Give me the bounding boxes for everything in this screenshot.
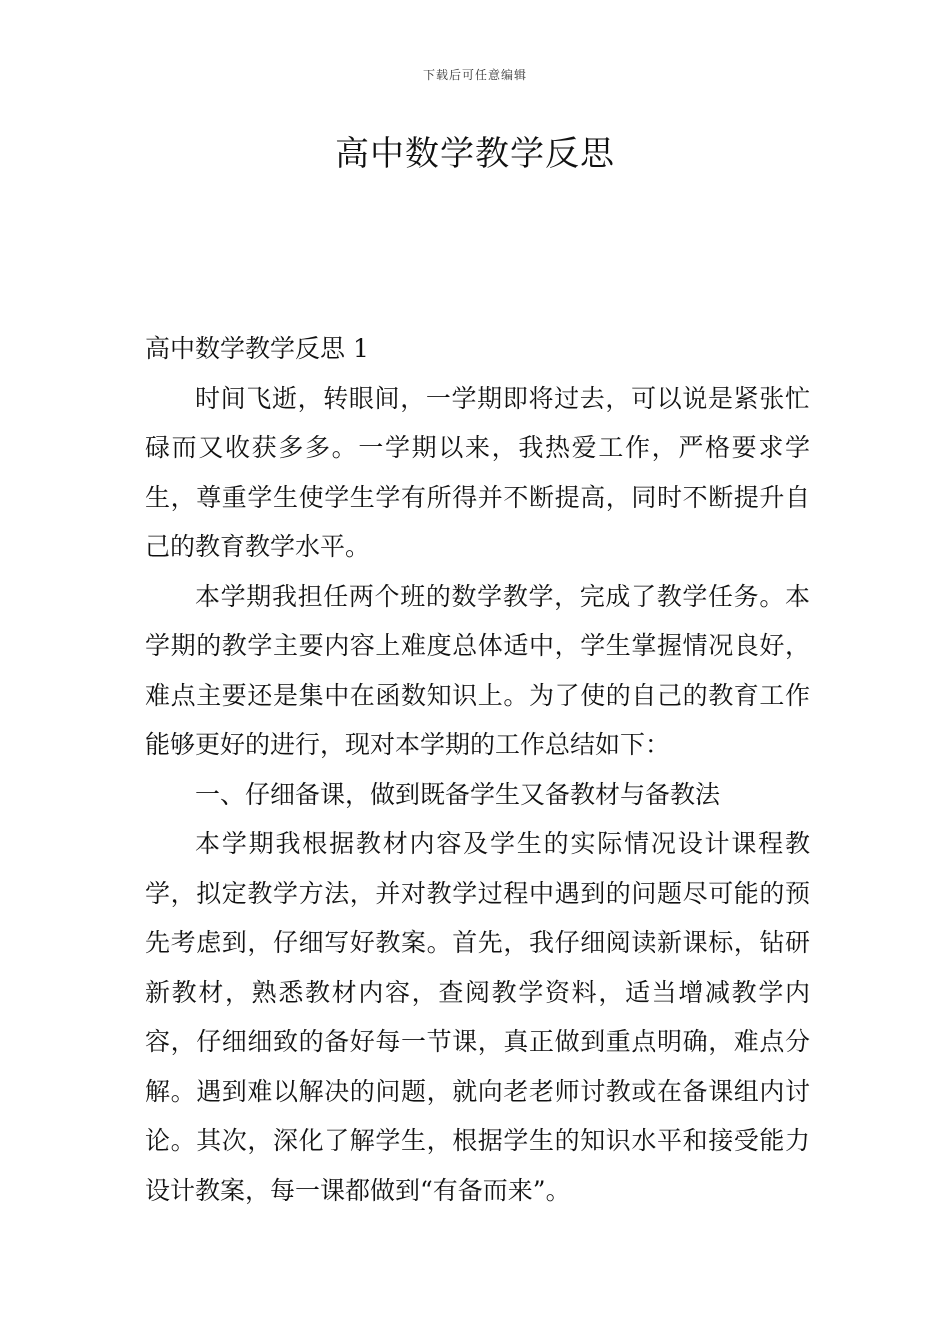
- paragraph-1: 时间飞逝，转眼间，一学期即将过去，可以说是紧张忙碌而又收获多多。一学期以来，我热爱工作，严格要求学生，尊重学生使学生学有所得并不断提高，同时不断提升自己的教育教学水平。: [145, 383, 810, 561]
- paragraph-2: 本学期我担任两个班的数学教学，完成了教学任务。本学期的教学主要内容上难度总体适中，学生掌握情况良好，难点主要还是集中在函数知识上。为了使的自己的教育工作能够更好的进行，现对本学期的工作总结如下：: [145, 581, 810, 759]
- subsection-heading: 一、仔细备课，做到既备学生又备教材与备教法: [195, 779, 721, 809]
- section-heading: 高中数学教学反思 1: [145, 334, 369, 363]
- paragraph-3: 本学期我根据教材内容及学生的实际情况设计课程教学，拟定教学方法，并对教学过程中遇到的问题尽可能的预先考虑到，仔细写好教案。首先，我仔细阅读新课标，钻研新教材，熟悉教材内容，查阅教学资料，适当增减教学内容，仔细细致的备好每一节课，真正做到重点明确，难点分解。遇到难以解决的问题，就向老老师讨教或在备课组内讨论。其次，深化了解学生，根据学生的知识水平和接受能力设计教案，每一课都做到“有备而来”。: [145, 829, 810, 1205]
- document-title: 高中数学教学反思: [335, 134, 615, 174]
- document-body: [145, 324, 810, 1215]
- header-note: 下载后可任意编辑: [422, 68, 527, 82]
